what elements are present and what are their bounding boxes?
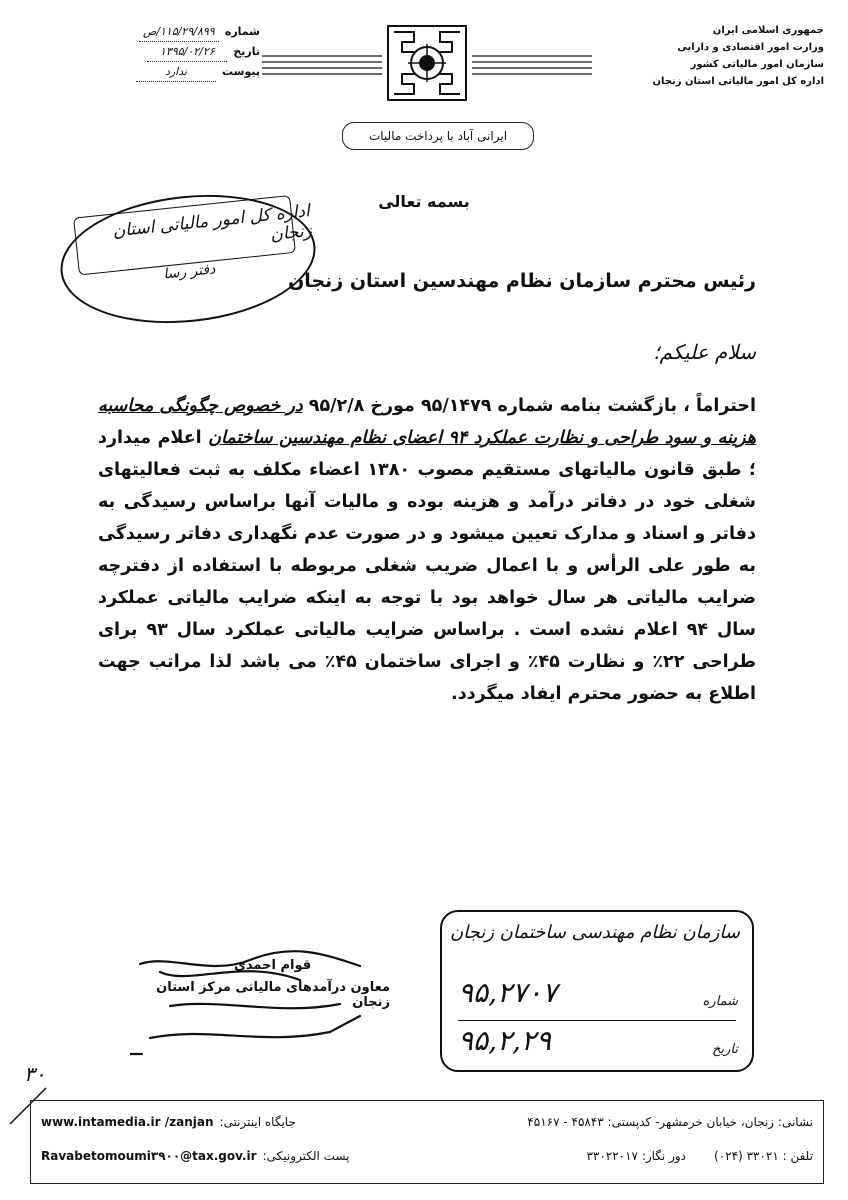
footer-email-label: پست الکترونیکی: (262, 1149, 350, 1163)
registration-number-label: شماره (702, 994, 738, 1009)
reference-date-row (60, 42, 260, 62)
body-content: اعلام میدارد ؛ طبق قانون مالیاتهای مستقیم مصوب ۱۳۸۰ اعضاء مکلف به ثبت فعالیتهای شغلی خود در دفاتر درآمد و هزینه بوده و مالیات آنها براساس رسیدگی به دفاتر و اسناد و مدارک تعیین میشود و در صورت عدم نگهداری دفاتر رسیدگی به طور علی الرأس و با اعمال ضریب شغلی مربوطه با استفاده از دفترچه ضرایب مالیاتی هر سال خواهد بود با توجه به اینکه ضرایب مالیاتی عملکرد سال ۹۴ اعلام نشده است . براساس ضرایب مالیاتی عملکرد سال ۹۳ برای طراحی ۲۲٪ و نظارت ۴۵٪ و اجرای ساختمان ۴۵٪ می باشد لذا مراتب جهت اطلاع به حضور محترم ایفاد میگردد. (98, 428, 757, 704)
reference-date-value: ۱۳۹۵/۰۲/۲۶ (147, 42, 227, 62)
invocation-heading: بسمه تعالی (378, 192, 470, 211)
registration-date-row (458, 1024, 738, 1057)
reference-number-value: ۱۱۵/۲۹/۸۹۹/ص (139, 22, 219, 42)
signatory-title: معاون درآمدهای مالیاتی مرکز استان زنجان (156, 980, 390, 1010)
logo-band (262, 22, 592, 104)
recipient-line: رئیس محترم سازمان نظام مهندسین استان زنجان (288, 270, 756, 292)
footer-row-2 (41, 1149, 813, 1163)
reference-attachment-row (60, 62, 260, 82)
received-stamp-office: دفتر رسا (162, 261, 217, 283)
tax-organization-logo-icon (262, 22, 592, 104)
reference-date-label: تاریخ (233, 45, 260, 58)
registration-number-value: ۹۵,۲۷۰۷ (458, 976, 558, 1009)
greeting: سلام علیکم؛ (653, 340, 756, 364)
org-line: اداره کل امور مالیاتی استان زنجان (652, 76, 824, 87)
organization-header (624, 22, 824, 90)
registration-date-label: تاریخ (712, 1042, 738, 1057)
reference-attachment-label: پیوست (222, 65, 260, 78)
footer-website-link[interactable]: www.intamedia.ir /zanjan (41, 1115, 214, 1129)
body-opening: احتراماً ، بازگشت بنامه شماره ۹۵/۱۴۷۹ مورخ ۹۵/۲/۸ (302, 396, 756, 416)
org-line: سازمان امور مالیاتی کشور (690, 59, 824, 70)
reference-number-label: شماره (224, 25, 260, 38)
page-mark: ۳۰ (24, 1062, 46, 1086)
registration-stamp (440, 910, 754, 1072)
registration-stamp-org: سازمان نظام مهندسی ساختمان زنجان (449, 922, 740, 943)
signature-block (130, 946, 390, 1058)
footer-phone: تلفن : ۳۳۰۲۱ (۰۲۴) (714, 1149, 813, 1163)
footer (30, 1100, 824, 1184)
reference-block (60, 22, 260, 82)
footer-website (41, 1115, 296, 1129)
signatory-name: قوام احمدی (234, 958, 312, 973)
org-line: جمهوری اسلامی ایران (712, 25, 824, 36)
reference-number-row (60, 22, 260, 42)
registration-number-row (458, 976, 738, 1009)
footer-contact (586, 1149, 813, 1163)
footer-email (41, 1149, 350, 1163)
footer-address: نشانی: زنجان، خیابان خرمشهر- کدپستی: ۴۵۸۴۳ - ۴۵۱۶۷ (527, 1115, 813, 1129)
org-line: وزارت امور اقتصادی و دارایی (677, 42, 824, 53)
body-subject: در خصوص چگونگی محاسبه هزینه و سود طراحی و نظارت عملکرد ۹۴ اعضای نظام مهندسین ساختمان (97, 396, 756, 448)
footer-fax: دور نگار: ۳۳۰۲۲۰۱۷ (586, 1149, 687, 1163)
stamp-divider (458, 1020, 736, 1021)
slogan-badge: ایرانی آباد با پرداخت مالیات (342, 122, 534, 150)
registration-date-value: ۹۵,۲,۲۹ (458, 1024, 551, 1057)
footer-email-link[interactable]: Ravabetomoumi۳۹۰۰@tax.gov.ir (41, 1149, 257, 1163)
footer-website-label: جایگاه اینترنتی: (219, 1115, 296, 1129)
reference-attachment-value: ندارد (136, 62, 216, 82)
received-stamp-org: اداره کل امور مالیاتی استان زنجان (111, 201, 313, 246)
letter-body (98, 390, 756, 710)
footer-row-1 (41, 1115, 813, 1129)
